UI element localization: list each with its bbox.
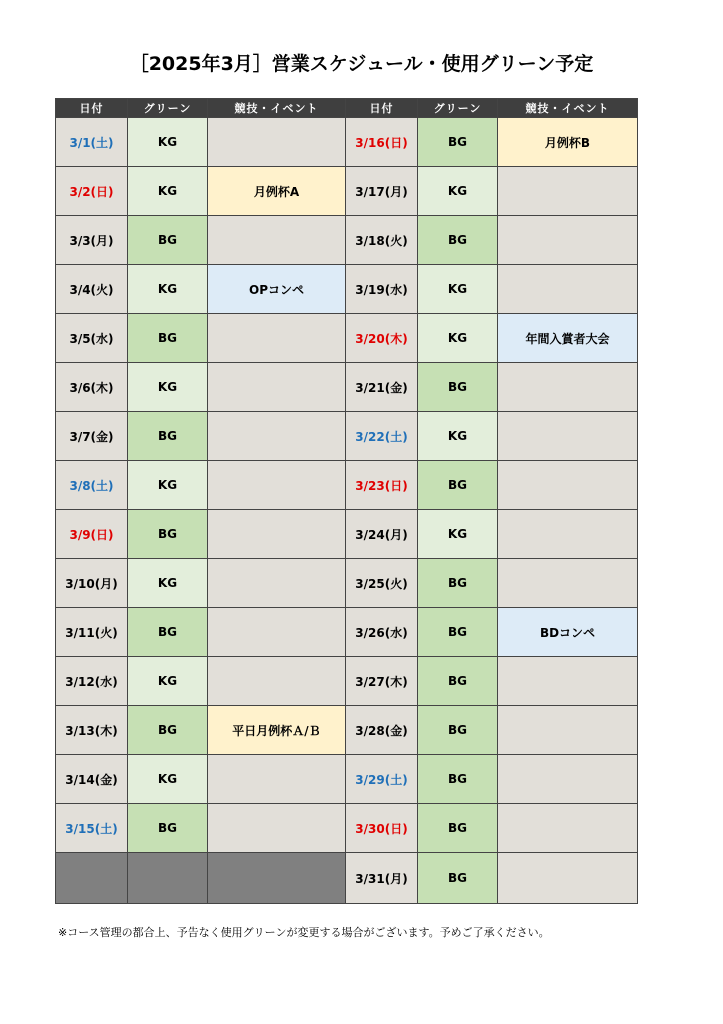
green-cell-left: BG (128, 510, 208, 559)
date-cell-right: 3/31(月) (346, 853, 418, 904)
green-cell-right: BG (418, 853, 498, 904)
date-cell-left (56, 853, 128, 904)
green-cell-left: KG (128, 461, 208, 510)
event-cell-right (498, 510, 638, 559)
event-cell-right (498, 853, 638, 904)
date-cell-right: 3/26(水) (346, 608, 418, 657)
green-cell-right: BG (418, 608, 498, 657)
header-event-left: 競技・イベント (208, 99, 346, 118)
event-cell-right (498, 412, 638, 461)
event-cell-right (498, 461, 638, 510)
table-row (56, 804, 638, 853)
date-cell-right: 3/17(月) (346, 167, 418, 216)
green-cell-left: KG (128, 755, 208, 804)
green-cell-left: KG (128, 118, 208, 167)
event-cell-left (208, 804, 346, 853)
green-cell-left: BG (128, 804, 208, 853)
event-cell-left (208, 657, 346, 706)
green-cell-left: KG (128, 363, 208, 412)
date-cell-right: 3/21(金) (346, 363, 418, 412)
date-cell-right: 3/18(火) (346, 216, 418, 265)
table-row (56, 510, 638, 559)
header-date-left: 日付 (56, 99, 128, 118)
table-row (56, 559, 638, 608)
schedule-body (56, 118, 638, 904)
date-cell-left: 3/3(月) (56, 216, 128, 265)
date-cell-left: 3/10(月) (56, 559, 128, 608)
date-cell-left: 3/1(土) (56, 118, 128, 167)
date-cell-left: 3/12(水) (56, 657, 128, 706)
green-cell-left (128, 853, 208, 904)
event-cell-left (208, 363, 346, 412)
event-cell-right: 年間入賞者大会 (498, 314, 638, 363)
event-cell-right (498, 804, 638, 853)
event-cell-left (208, 412, 346, 461)
event-cell-right (498, 706, 638, 755)
date-cell-right: 3/24(月) (346, 510, 418, 559)
green-cell-right: BG (418, 559, 498, 608)
table-row (56, 314, 638, 363)
header-event-right: 競技・イベント (498, 99, 638, 118)
date-cell-left: 3/9(日) (56, 510, 128, 559)
event-cell-right (498, 657, 638, 706)
event-cell-left: 平日月例杯Ａ/Ｂ (208, 706, 346, 755)
green-cell-left: KG (128, 657, 208, 706)
page-title: ［2025年3月］営業スケジュール・使用グリーン予定 (129, 53, 594, 75)
green-cell-left: BG (128, 412, 208, 461)
table-row (56, 412, 638, 461)
event-cell-right (498, 265, 638, 314)
event-cell-right (498, 363, 638, 412)
date-cell-right: 3/28(金) (346, 706, 418, 755)
table-row (56, 167, 638, 216)
event-cell-left (208, 608, 346, 657)
date-cell-right: 3/29(土) (346, 755, 418, 804)
event-cell-left (208, 853, 346, 904)
green-cell-left: BG (128, 608, 208, 657)
event-cell-left (208, 216, 346, 265)
date-cell-left: 3/4(火) (56, 265, 128, 314)
event-cell-left (208, 755, 346, 804)
date-cell-left: 3/14(金) (56, 755, 128, 804)
green-cell-right: KG (418, 167, 498, 216)
green-cell-right: BG (418, 118, 498, 167)
green-cell-left: BG (128, 216, 208, 265)
date-cell-left: 3/6(木) (56, 363, 128, 412)
date-cell-right: 3/23(日) (346, 461, 418, 510)
header-date-right: 日付 (346, 99, 418, 118)
event-cell-right: 月例杯B (498, 118, 638, 167)
date-cell-right: 3/25(火) (346, 559, 418, 608)
date-cell-right: 3/20(木) (346, 314, 418, 363)
event-cell-right (498, 755, 638, 804)
date-cell-left: 3/11(火) (56, 608, 128, 657)
green-cell-right: KG (418, 314, 498, 363)
green-cell-left: KG (128, 167, 208, 216)
date-cell-left: 3/2(日) (56, 167, 128, 216)
event-cell-left (208, 461, 346, 510)
green-cell-right: BG (418, 657, 498, 706)
event-cell-left: OPコンペ (208, 265, 346, 314)
table-row (56, 657, 638, 706)
event-cell-right: BDコンペ (498, 608, 638, 657)
green-cell-right: KG (418, 412, 498, 461)
table-row (56, 265, 638, 314)
date-cell-right: 3/27(木) (346, 657, 418, 706)
green-cell-right: BG (418, 461, 498, 510)
table-row (56, 706, 638, 755)
table-row (56, 118, 638, 167)
event-cell-left: 月例杯A (208, 167, 346, 216)
date-cell-right: 3/22(土) (346, 412, 418, 461)
date-cell-right: 3/30(日) (346, 804, 418, 853)
date-cell-left: 3/13(木) (56, 706, 128, 755)
table-row (56, 363, 638, 412)
table-row (56, 853, 638, 904)
event-cell-left (208, 314, 346, 363)
green-cell-right: KG (418, 265, 498, 314)
table-row (56, 755, 638, 804)
table-row (56, 216, 638, 265)
green-cell-right: BG (418, 755, 498, 804)
green-cell-right: BG (418, 363, 498, 412)
footnote: ※コース管理の都合上、予告なく使用グリーンが変更する場合がございます。予めご了承ください。 (58, 926, 550, 939)
green-cell-left: KG (128, 265, 208, 314)
date-cell-left: 3/5(水) (56, 314, 128, 363)
schedule-table (55, 98, 638, 904)
green-cell-left: BG (128, 314, 208, 363)
event-cell-left (208, 118, 346, 167)
header-green-left: グリーン (128, 99, 208, 118)
date-cell-left: 3/7(金) (56, 412, 128, 461)
event-cell-right (498, 167, 638, 216)
table-row (56, 461, 638, 510)
green-cell-left: KG (128, 559, 208, 608)
green-cell-left: BG (128, 706, 208, 755)
header-green-right: グリーン (418, 99, 498, 118)
green-cell-right: BG (418, 216, 498, 265)
table-row (56, 608, 638, 657)
green-cell-right: BG (418, 706, 498, 755)
event-cell-right (498, 216, 638, 265)
header-row (56, 99, 638, 118)
date-cell-left: 3/8(土) (56, 461, 128, 510)
event-cell-right (498, 559, 638, 608)
date-cell-right: 3/16(日) (346, 118, 418, 167)
green-cell-right: BG (418, 804, 498, 853)
event-cell-left (208, 510, 346, 559)
green-cell-right: KG (418, 510, 498, 559)
event-cell-left (208, 559, 346, 608)
date-cell-left: 3/15(土) (56, 804, 128, 853)
date-cell-right: 3/19(水) (346, 265, 418, 314)
